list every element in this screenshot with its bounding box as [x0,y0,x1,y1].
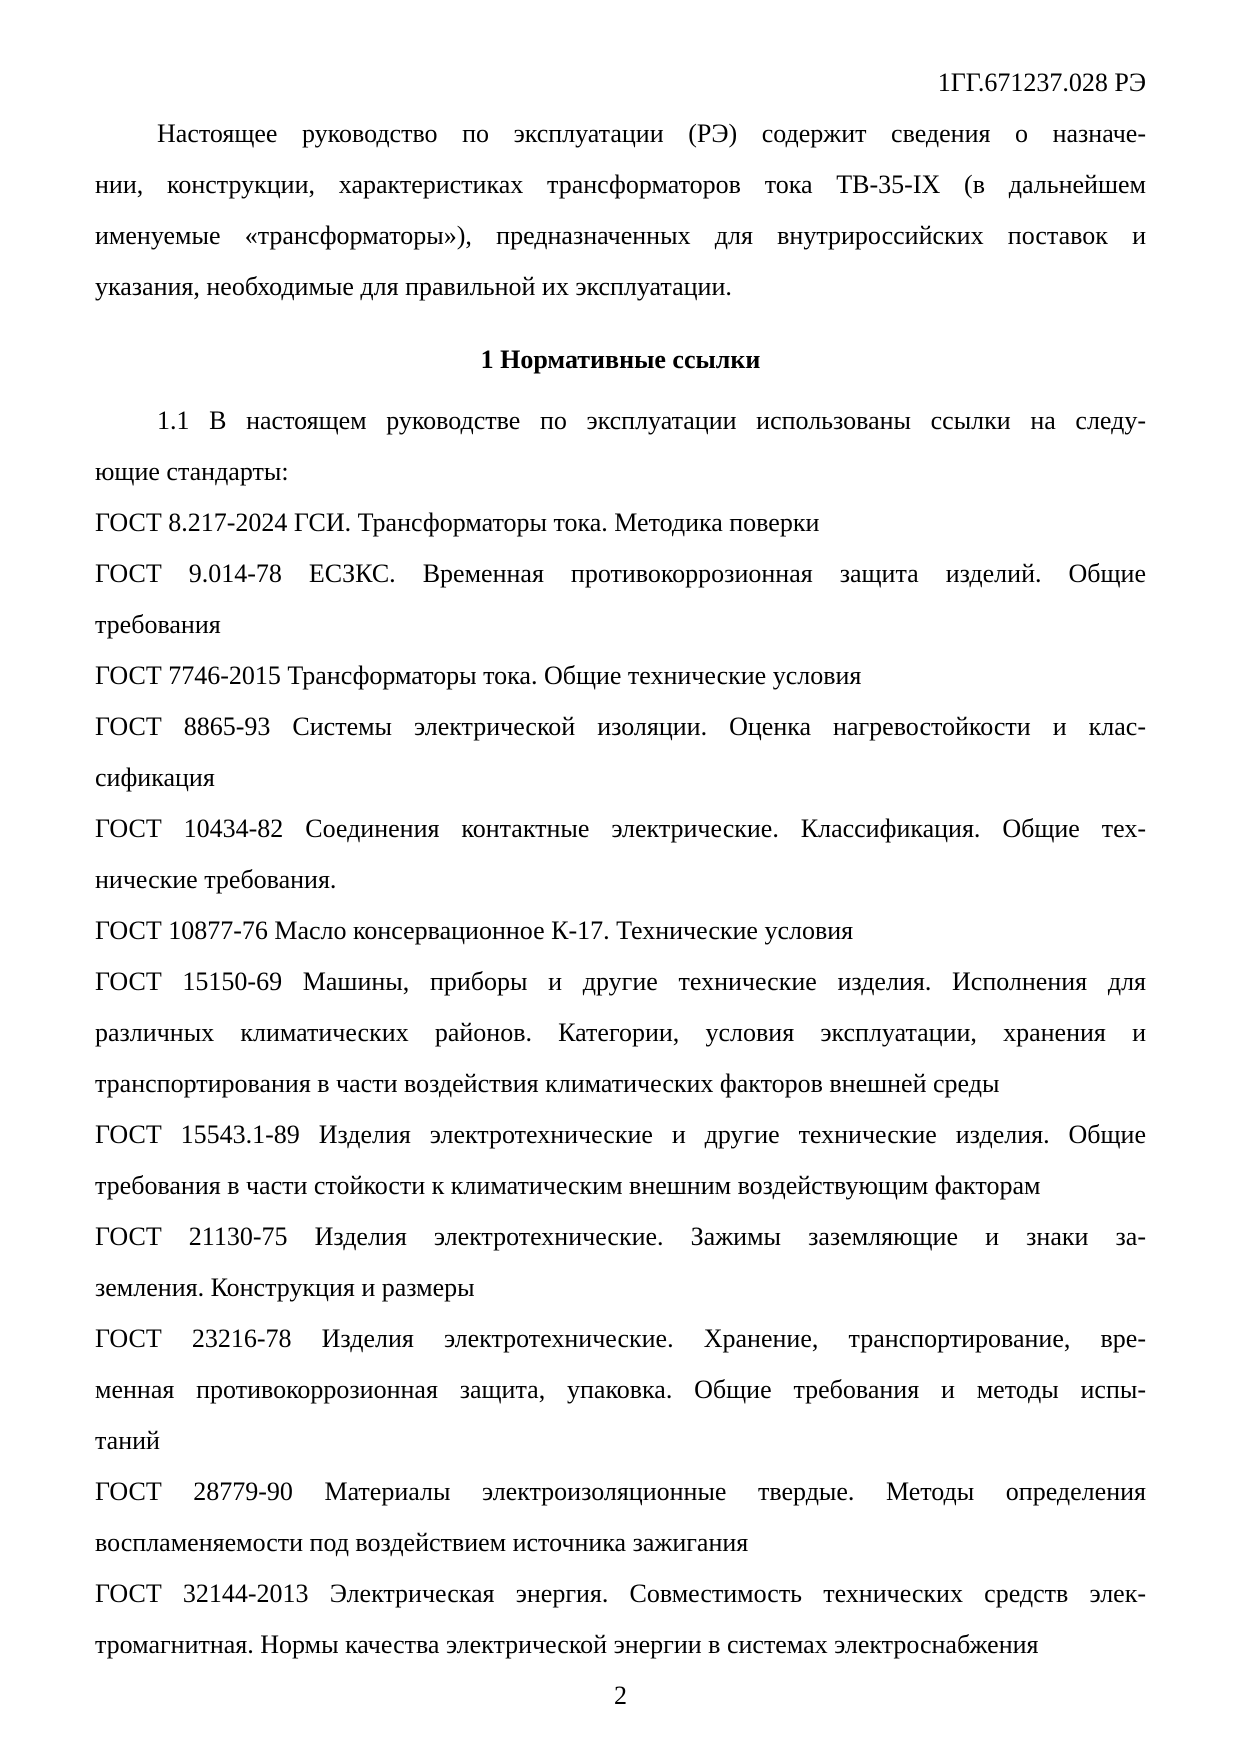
page-number: 2 [614,1681,627,1710]
text-line: нические требования. [95,865,337,894]
text-line: тромагнитная. Нормы качества электрической энергии в системах электроснабжения [95,1630,1039,1659]
text-line: таний [95,1426,160,1455]
text-line: ГОСТ 7746-2015 Трансформаторы тока. Общие технические условия [95,661,862,690]
text-line: сификация [95,763,215,792]
text-line: требования в части стойкости к климатическим внешним воздействующим факторам [95,1171,1041,1200]
standard-reference [95,1211,1146,1313]
text-line: требования [95,610,221,639]
document-code: 1ГГ.671237.028 РЭ [937,68,1146,97]
standard-reference [95,650,1146,701]
paragraph [95,395,1146,497]
text-line: ГОСТ 10434-82 Соединения контактные электрические. Классификация. Общие тех- [95,814,1146,843]
standard-reference [95,701,1146,803]
standard-reference [95,1109,1146,1211]
text-line: земления. Конструкция и размеры [95,1273,475,1302]
text-line: ГОСТ 23216-78 Изделия электротехнические. Хранение, транспортирование, вре- [95,1324,1146,1353]
text-line: воспламеняемости под воздействием источника зажигания [95,1528,749,1557]
section-heading: 1 Нормативные ссылки [480,345,761,374]
standard-reference [95,1466,1146,1568]
text-line: именуемые «трансформаторы»), предназначенных для внутрироссийских поставок и [95,221,1146,250]
text-line: ГОСТ 10877-76 Масло консервационное К-17. Технические условия [95,916,854,945]
text-line: транспортирования в части воздействия климатических факторов внешней среды [95,1069,1000,1098]
standard-reference [95,905,1146,956]
text-line: нии, конструкции, характеристиках трансформаторов тока ТВ-35-IX (в дальнейшем [95,170,1146,199]
standard-reference [95,956,1146,1109]
text-line: ГОСТ 15150-69 Машины, приборы и другие технические изделия. Исполнения для [95,967,1146,996]
standard-reference [95,1313,1146,1466]
text-line: ГОСТ 21130-75 Изделия электротехнические. Зажимы заземляющие и знаки за- [95,1222,1146,1251]
text-line: менная противокоррозионная защита, упаковка. Общие требования и методы испы- [95,1375,1146,1404]
text-line: ГОСТ 32144-2013 Электрическая энергия. Совместимость технических средств элек- [95,1579,1146,1608]
text-line: ГОСТ 9.014-78 ЕСЗКС. Временная противокоррозионная защита изделий. Общие [95,559,1146,588]
text-line: ГОСТ 8.217-2024 ГСИ. Трансформаторы тока. Методика поверки [95,508,820,537]
text-line: ГОСТ 15543.1-89 Изделия электротехнические и другие технические изделия. Общие [95,1120,1146,1149]
text-line: указания, необходимые для правильной их эксплуатации. [95,272,732,301]
standard-reference [95,548,1146,650]
text-line: ГОСТ 8865-93 Системы электрической изоляции. Оценка нагревостойкости и клас- [95,712,1146,741]
paragraph [95,108,1146,312]
text-line: ГОСТ 28779-90 Материалы электроизоляционные твердые. Методы определения [95,1477,1146,1506]
standard-reference [95,803,1146,905]
text-line: 1.1 В настоящем руководстве по эксплуатации использованы ссылки на следу- [157,406,1146,435]
text-line: Настоящее руководство по эксплуатации (РЭ) содержит сведения о назначе- [157,119,1146,148]
text-line: различных климатических районов. Категории, условия эксплуатации, хранения и [95,1018,1146,1047]
document-content [95,108,1146,1670]
standard-reference [95,497,1146,548]
text-line: ющие стандарты: [95,457,289,486]
standard-reference [95,1568,1146,1670]
